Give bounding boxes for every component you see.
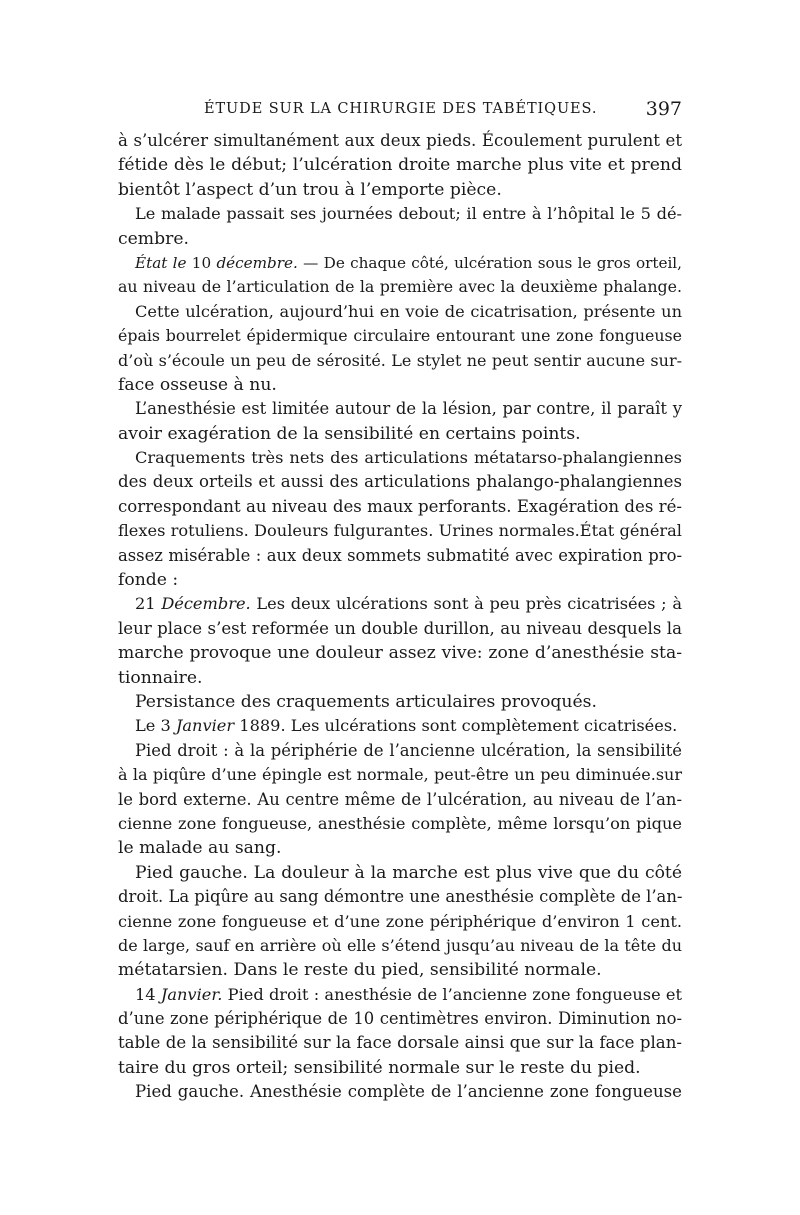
text-line: métatarsien. Dans le reste du pied, sensibilité normale. [118,960,602,981]
text-line: face osseuse à nu. [118,374,277,395]
text-line: Cette ulcération, aujourd’hui en voie de cicatrisation, présente un [135,301,682,321]
text-line: d’où s’écoule un peu de sérosité. Le stylet ne peut sentir aucune sur- [118,350,682,370]
text-line: fonde : [118,570,179,591]
text-line: 14 Janvier. Pied droit : anesthésie de l’ancienne zone fongueuse et [135,984,683,1004]
text-line: Pied gauche. Anesthésie complète de l’ancienne zone fongueuse [135,1082,682,1102]
body-text [118,129,682,1105]
text-line: taire du gros orteil; sensibilité normale sur le reste du pied. [118,1057,641,1078]
text-line: assez misérable : aux deux sommets submatité avec expiration pro- [118,545,682,565]
text-line: leur place s’est reformée un double durillon, au niveau desquels la [118,618,682,638]
text-line: au niveau de l’articulation de la première avec la deuxième phalange. [118,277,682,297]
text-line: le malade au sang. [118,838,282,859]
text-line: table de la sensibilité sur la face dorsale ainsi que sur la face plan- [118,1033,682,1053]
text-line: Craquements très nets des articulations métatarso-phalangiennes [135,448,682,468]
text-line: correspondant au niveau des maux perforants. Exagération des ré- [118,496,682,516]
text-line: Le 3 Janvier 1889. Les ulcérations sont complètement cicatrisées. [135,716,678,736]
running-title: ÉTUDE SUR LA CHIRURGIE DES TABÉTIQUES. [204,101,598,117]
text-line: le bord externe. Au centre même de l’ulcération, au niveau de l’an- [118,789,682,809]
text-line: à s’ulcérer simultanément aux deux pieds. Écoulement purulent et [118,131,682,150]
text-line: Pied droit : à la périphérie de l’ancienne ulcération, la sensibilité [135,740,682,760]
text-line: fétide dès le début; l’ulcération droite marche plus vite et prend [118,155,682,176]
text-line: État le 10 décembre. — De chaque côté, ulcération sous le gros orteil, [135,253,682,272]
text-line: des deux orteils et aussi des articulations phalango-phalangiennes [118,472,682,492]
page-number: 397 [645,98,682,120]
text-line: tionnaire. [118,667,203,688]
text-line: Persistance des craquements articulaires provoqués. [135,691,597,712]
text-line: flexes rotuliens. Douleurs fulgurantes. Urines normales.État général [118,521,682,541]
text-line: Le malade passait ses journées debout; il entre à l’hôpital le 5 dé- [135,204,682,224]
text-line: cienne zone fongueuse et d’une zone périphérique d’environ 1 cent. [118,911,682,931]
text-line: à la piqûre d’une épingle est normale, peut-être un peu diminuée.sur [118,765,682,785]
text-line: cembre. [118,228,189,249]
text-line: avoir exagération de la sensibilité en certains points. [118,423,581,444]
text-line: droit. La piqûre au sang démontre une anesthésie complète de l’an- [118,887,683,907]
text-line: d’une zone périphérique de 10 centimètres environ. Diminution no- [118,1009,682,1029]
page-header [118,98,682,124]
text-line: L’anesthésie est limitée autour de la lésion, par contre, il paraît y [135,399,682,419]
text-line: Pied gauche. La douleur à la marche est plus vive que du côté [135,862,682,883]
text-line: cienne zone fongueuse, anesthésie complète, même lorsqu’on pique [118,813,682,833]
text-line: de large, sauf en arrière où elle s’étend jusqu’au niveau de la tête du [118,935,682,955]
text-line: épais bourrelet épidermique circulaire entourant une zone fongueuse [118,326,682,346]
text-line: 21 Décembre. Les deux ulcérations sont à peu près cicatrisées ; à [135,594,682,614]
text-line: bientôt l’aspect d’un trou à l’emporte pièce. [118,179,502,200]
text-line: marche provoque une douleur assez vive: zone d’anesthésie sta- [118,643,682,664]
